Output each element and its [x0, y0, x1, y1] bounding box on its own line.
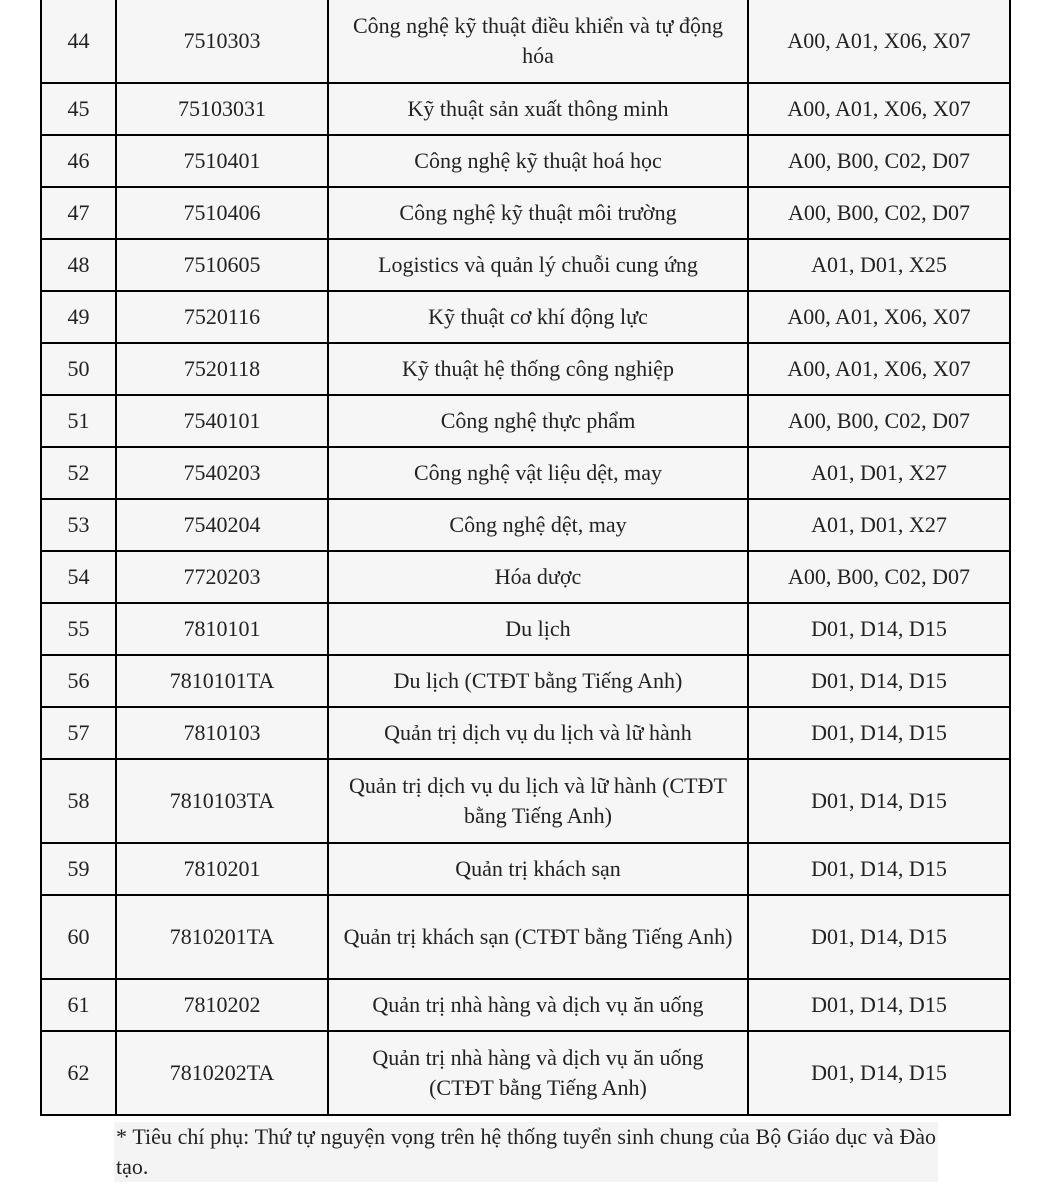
cell-subject-groups: D01, D14, D15	[748, 603, 1010, 655]
cell-program-name: Công nghệ kỹ thuật hoá học	[328, 135, 748, 187]
cell-program-code: 7810101	[116, 603, 328, 655]
cell-program-code: 7810101TA	[116, 655, 328, 707]
table-row	[41, 707, 1010, 759]
cell-stt: 59	[41, 843, 116, 895]
cell-stt: 54	[41, 551, 116, 603]
cell-stt: 52	[41, 447, 116, 499]
cell-program-code: 7810202TA	[116, 1031, 328, 1115]
cell-subject-groups: D01, D14, D15	[748, 843, 1010, 895]
cell-subject-groups: A00, A01, X06, X07	[748, 0, 1010, 83]
cell-stt: 61	[41, 979, 116, 1031]
cell-program-name: Du lịch	[328, 603, 748, 655]
cell-program-name: Quản trị khách sạn (CTĐT bằng Tiếng Anh)	[328, 895, 748, 979]
cell-program-name: Kỹ thuật hệ thống công nghiệp	[328, 343, 748, 395]
cell-program-code: 7540101	[116, 395, 328, 447]
cell-program-name: Công nghệ thực phẩm	[328, 395, 748, 447]
cell-program-code: 7540204	[116, 499, 328, 551]
cell-subject-groups: A00, B00, C02, D07	[748, 551, 1010, 603]
cell-program-name: Công nghệ kỹ thuật môi trường	[328, 187, 748, 239]
cell-program-name: Du lịch (CTĐT bằng Tiếng Anh)	[328, 655, 748, 707]
cell-program-code: 7810103TA	[116, 759, 328, 843]
cell-program-code: 7810201	[116, 843, 328, 895]
cell-program-code: 7810201TA	[116, 895, 328, 979]
table-row	[41, 1031, 1010, 1115]
cell-stt: 44	[41, 0, 116, 83]
table-row	[41, 759, 1010, 843]
cell-subject-groups: D01, D14, D15	[748, 655, 1010, 707]
cell-stt: 56	[41, 655, 116, 707]
cell-subject-groups: A00, A01, X06, X07	[748, 291, 1010, 343]
cell-stt: 62	[41, 1031, 116, 1115]
table-row	[41, 291, 1010, 343]
cell-stt: 45	[41, 83, 116, 135]
cell-program-name: Công nghệ vật liệu dệt, may	[328, 447, 748, 499]
cell-program-code: 7520116	[116, 291, 328, 343]
cell-program-name: Quản trị dịch vụ du lịch và lữ hành (CTĐT bằng Tiếng Anh)	[328, 759, 748, 843]
cell-subject-groups: A00, B00, C02, D07	[748, 395, 1010, 447]
table-row	[41, 603, 1010, 655]
cell-program-name: Quản trị nhà hàng và dịch vụ ăn uống	[328, 979, 748, 1031]
cell-program-code: 7810103	[116, 707, 328, 759]
cell-program-code: 7810202	[116, 979, 328, 1031]
cell-stt: 48	[41, 239, 116, 291]
cell-subject-groups: D01, D14, D15	[748, 979, 1010, 1031]
cell-program-name: Hóa dược	[328, 551, 748, 603]
cell-stt: 55	[41, 603, 116, 655]
cell-subject-groups: D01, D14, D15	[748, 895, 1010, 979]
cell-program-name: Logistics và quản lý chuỗi cung ứng	[328, 239, 748, 291]
cell-stt: 50	[41, 343, 116, 395]
cell-program-name: Công nghệ kỹ thuật điều khiển và tự động hóa	[328, 0, 748, 83]
cell-stt: 58	[41, 759, 116, 843]
cell-program-name: Công nghệ dệt, may	[328, 499, 748, 551]
cell-subject-groups: A01, D01, X25	[748, 239, 1010, 291]
cell-subject-groups: D01, D14, D15	[748, 707, 1010, 759]
table-row	[41, 83, 1010, 135]
cell-program-name: Kỹ thuật cơ khí động lực	[328, 291, 748, 343]
cell-subject-groups: A01, D01, X27	[748, 447, 1010, 499]
cell-program-code: 7510406	[116, 187, 328, 239]
cell-stt: 51	[41, 395, 116, 447]
cell-stt: 60	[41, 895, 116, 979]
cell-subject-groups: A01, D01, X27	[748, 499, 1010, 551]
cell-stt: 57	[41, 707, 116, 759]
cell-subject-groups: A00, A01, X06, X07	[748, 83, 1010, 135]
cell-stt: 53	[41, 499, 116, 551]
cell-subject-groups: A00, A01, X06, X07	[748, 343, 1010, 395]
cell-subject-groups: D01, D14, D15	[748, 759, 1010, 843]
table-row	[41, 979, 1010, 1031]
cell-program-code: 7540203	[116, 447, 328, 499]
cell-program-code: 7720203	[116, 551, 328, 603]
cell-program-code: 7510303	[116, 0, 328, 83]
cell-subject-groups: D01, D14, D15	[748, 1031, 1010, 1115]
table-row	[41, 843, 1010, 895]
cell-program-name: Quản trị nhà hàng và dịch vụ ăn uống (CTĐT bằng Tiếng Anh)	[328, 1031, 748, 1115]
table-row	[41, 447, 1010, 499]
cell-program-name: Kỹ thuật sản xuất thông minh	[328, 83, 748, 135]
table-row	[41, 187, 1010, 239]
table-row	[41, 239, 1010, 291]
footnote: * Tiêu chí phụ: Thứ tự nguyện vọng trên hệ thống tuyển sinh chung của Bộ Giáo dục và Đào tạo.	[114, 1122, 938, 1182]
cell-program-name: Quản trị dịch vụ du lịch và lữ hành	[328, 707, 748, 759]
program-table-body	[41, 0, 1010, 1115]
cell-program-code: 7510605	[116, 239, 328, 291]
cell-stt: 46	[41, 135, 116, 187]
table-row	[41, 135, 1010, 187]
cell-subject-groups: A00, B00, C02, D07	[748, 187, 1010, 239]
table-row	[41, 395, 1010, 447]
cell-program-code: 75103031	[116, 83, 328, 135]
table-row	[41, 895, 1010, 979]
cell-program-code: 7510401	[116, 135, 328, 187]
cell-subject-groups: A00, B00, C02, D07	[748, 135, 1010, 187]
cell-program-name: Quản trị khách sạn	[328, 843, 748, 895]
cell-stt: 49	[41, 291, 116, 343]
table-row	[41, 655, 1010, 707]
table-row	[41, 0, 1010, 83]
cell-stt: 47	[41, 187, 116, 239]
cell-program-code: 7520118	[116, 343, 328, 395]
program-table-container	[40, 0, 1009, 1116]
table-row	[41, 343, 1010, 395]
table-row	[41, 551, 1010, 603]
table-row	[41, 499, 1010, 551]
program-table	[40, 0, 1011, 1116]
